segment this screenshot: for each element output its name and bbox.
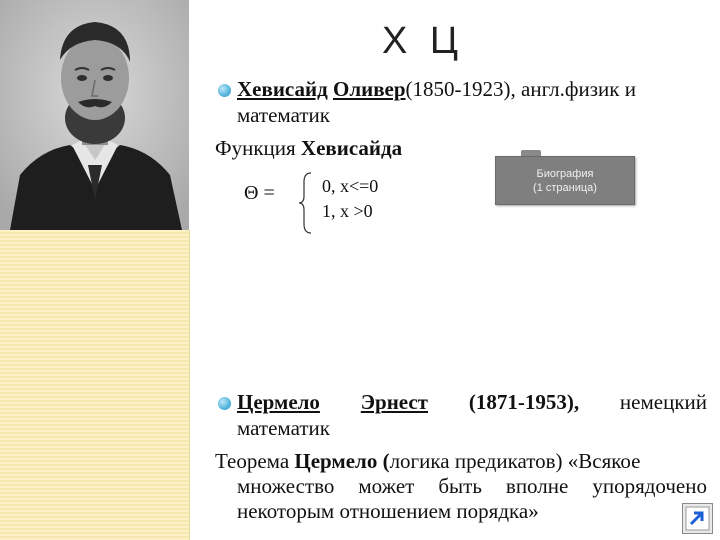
return-arrow-icon bbox=[683, 504, 712, 533]
zermelo-theorem-line2 bbox=[237, 474, 707, 498]
zermelo-years: (1871-1953), bbox=[468, 390, 580, 414]
heaviside-line1 bbox=[237, 77, 707, 101]
biography-button[interactable] bbox=[495, 156, 635, 205]
zermelo-theorem-line3: некоторым отношением порядка» bbox=[237, 499, 539, 523]
biography-button-line1: Биография bbox=[536, 167, 594, 180]
heaviside-role: математик bbox=[237, 103, 330, 127]
theorem-topic: логика предикатов) «Всякое bbox=[389, 449, 641, 473]
sidebar-panel bbox=[0, 230, 190, 540]
portrait-photo bbox=[0, 0, 189, 230]
case-line-2: 1, x >0 bbox=[322, 201, 373, 221]
bullet-icon bbox=[218, 84, 231, 97]
heaviside-function bbox=[215, 136, 402, 160]
zermelo-theorem-line1 bbox=[215, 449, 707, 473]
biography-button-line2: (1 страница) bbox=[533, 181, 597, 194]
heaviside-name-first: Хевисайд bbox=[237, 77, 328, 101]
function-prefix: Функция bbox=[215, 136, 301, 160]
theorem-paren: ( bbox=[377, 449, 390, 473]
bullet-icon bbox=[218, 397, 231, 410]
left-sidebar bbox=[0, 0, 189, 540]
slide-title: Х Ц bbox=[382, 20, 465, 62]
zermelo-line1 bbox=[237, 390, 707, 414]
zermelo-nationality: немецкий bbox=[619, 390, 707, 414]
brace-icon bbox=[298, 172, 314, 234]
theorem-name: Цермело bbox=[294, 449, 378, 473]
function-name: Хевисайда bbox=[300, 136, 403, 160]
zermelo-name-first: Цермело bbox=[237, 390, 320, 414]
theorem-prefix: Теорема bbox=[215, 449, 295, 473]
heaviside-name-second: Оливер bbox=[332, 77, 406, 101]
zermelo-name-second: Эрнест bbox=[360, 390, 429, 414]
heaviside-years: (1850-1923), англ.физик и bbox=[405, 77, 636, 101]
theorem-line2: множество может быть вполне упорядочено bbox=[237, 474, 707, 498]
case-line-1: 0, x<=0 bbox=[322, 176, 379, 196]
return-button[interactable] bbox=[682, 503, 713, 534]
zermelo-role: математик bbox=[237, 416, 330, 440]
theta-label: Θ = bbox=[244, 182, 275, 204]
